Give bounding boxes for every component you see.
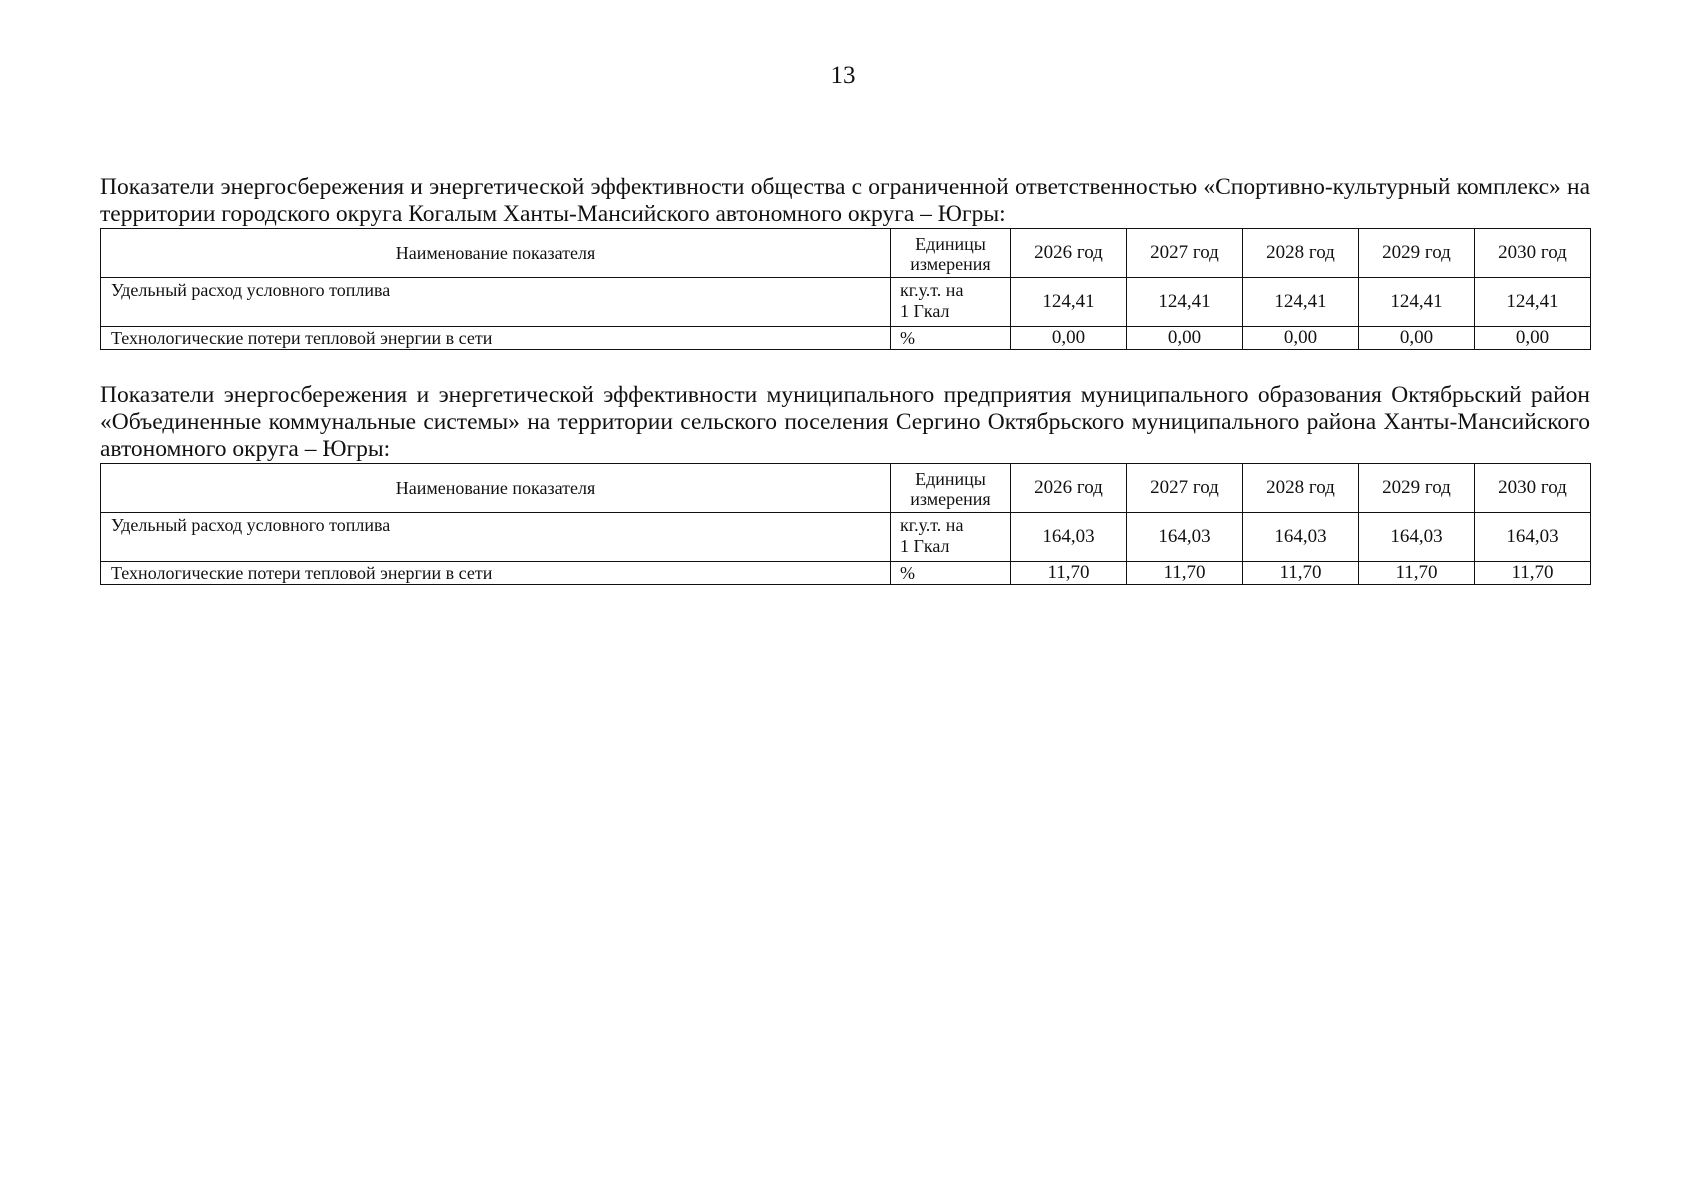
indicator-value: 164,03 (1243, 513, 1359, 562)
indicator-value: 0,00 (1475, 327, 1591, 350)
header-year: 2028 год (1243, 464, 1359, 513)
indicators-table (100, 228, 1591, 350)
header-year: 2027 год (1127, 464, 1243, 513)
indicator-value: 11,70 (1011, 562, 1127, 585)
header-year: 2027 год (1127, 229, 1243, 278)
unit-line1: кг.у.т. на (900, 515, 964, 535)
indicator-value: 0,00 (1243, 327, 1359, 350)
header-unit (891, 464, 1011, 513)
header-unit-line1: Единицы (915, 469, 986, 489)
page-number: 13 (830, 62, 856, 89)
indicator-name: Удельный расход условного топлива (101, 513, 891, 562)
table-header-row (101, 229, 1591, 278)
indicator-unit: % (891, 327, 1011, 350)
header-year: 2030 год (1475, 229, 1591, 278)
indicator-name: Удельный расход условного топлива (101, 278, 891, 327)
header-year: 2026 год (1011, 464, 1127, 513)
section-heading: Показатели энергосбережения и энергетической эффективности муниципального предприятия муниципального образования Октябрьский район «Объединенные коммунальные системы» на территории сельского поселения Сергино Октябрьского муниципального района Ханты-Мансийского автономного округа – Югры: (100, 382, 1590, 462)
header-unit-line1: Единицы (915, 234, 986, 254)
header-year: 2026 год (1011, 229, 1127, 278)
section-heading: Показатели энергосбережения и энергетической эффективности общества с ограниченной ответственностью «Спортивно-культурный комплекс» на территории городского округа Когалым Ханты-Мансийского автономного округа – Югры: (100, 174, 1590, 227)
indicator-name: Технологические потери тепловой энергии в сети (101, 327, 891, 350)
header-unit-line2: измерения (910, 254, 991, 274)
indicator-name: Технологические потери тепловой энергии в сети (101, 562, 891, 585)
indicator-value: 164,03 (1127, 513, 1243, 562)
header-year: 2028 год (1243, 229, 1359, 278)
indicator-value: 124,41 (1243, 278, 1359, 327)
indicator-value: 11,70 (1475, 562, 1591, 585)
header-indicator-name: Наименование показателя (101, 229, 891, 278)
header-year: 2029 год (1359, 229, 1475, 278)
indicator-value: 11,70 (1127, 562, 1243, 585)
indicator-value: 0,00 (1127, 327, 1243, 350)
indicator-unit (891, 278, 1011, 327)
table-header-row (101, 464, 1591, 513)
indicator-value: 0,00 (1011, 327, 1127, 350)
indicator-value: 11,70 (1359, 562, 1475, 585)
table-row (101, 513, 1591, 562)
indicator-unit: % (891, 562, 1011, 585)
indicator-value: 164,03 (1359, 513, 1475, 562)
table-row (101, 327, 1591, 350)
section-sport-culture-complex (100, 174, 1590, 350)
indicator-value: 164,03 (1475, 513, 1591, 562)
indicator-value: 124,41 (1359, 278, 1475, 327)
indicator-value: 124,41 (1011, 278, 1127, 327)
table-row (101, 278, 1591, 327)
indicators-table (100, 463, 1591, 585)
unit-line1: кг.у.т. на (900, 280, 964, 300)
indicator-value: 0,00 (1359, 327, 1475, 350)
header-indicator-name: Наименование показателя (101, 464, 891, 513)
section-united-utility-systems (100, 382, 1590, 585)
unit-line2: 1 Гкал (900, 536, 950, 556)
table-row (101, 562, 1591, 585)
header-year: 2029 год (1359, 464, 1475, 513)
header-unit (891, 229, 1011, 278)
header-unit-line2: измерения (910, 489, 991, 509)
header-year: 2030 год (1475, 464, 1591, 513)
indicator-unit (891, 513, 1011, 562)
indicator-value: 164,03 (1011, 513, 1127, 562)
indicator-value: 124,41 (1127, 278, 1243, 327)
indicator-value: 124,41 (1475, 278, 1591, 327)
unit-line2: 1 Гкал (900, 301, 950, 321)
indicator-value: 11,70 (1243, 562, 1359, 585)
